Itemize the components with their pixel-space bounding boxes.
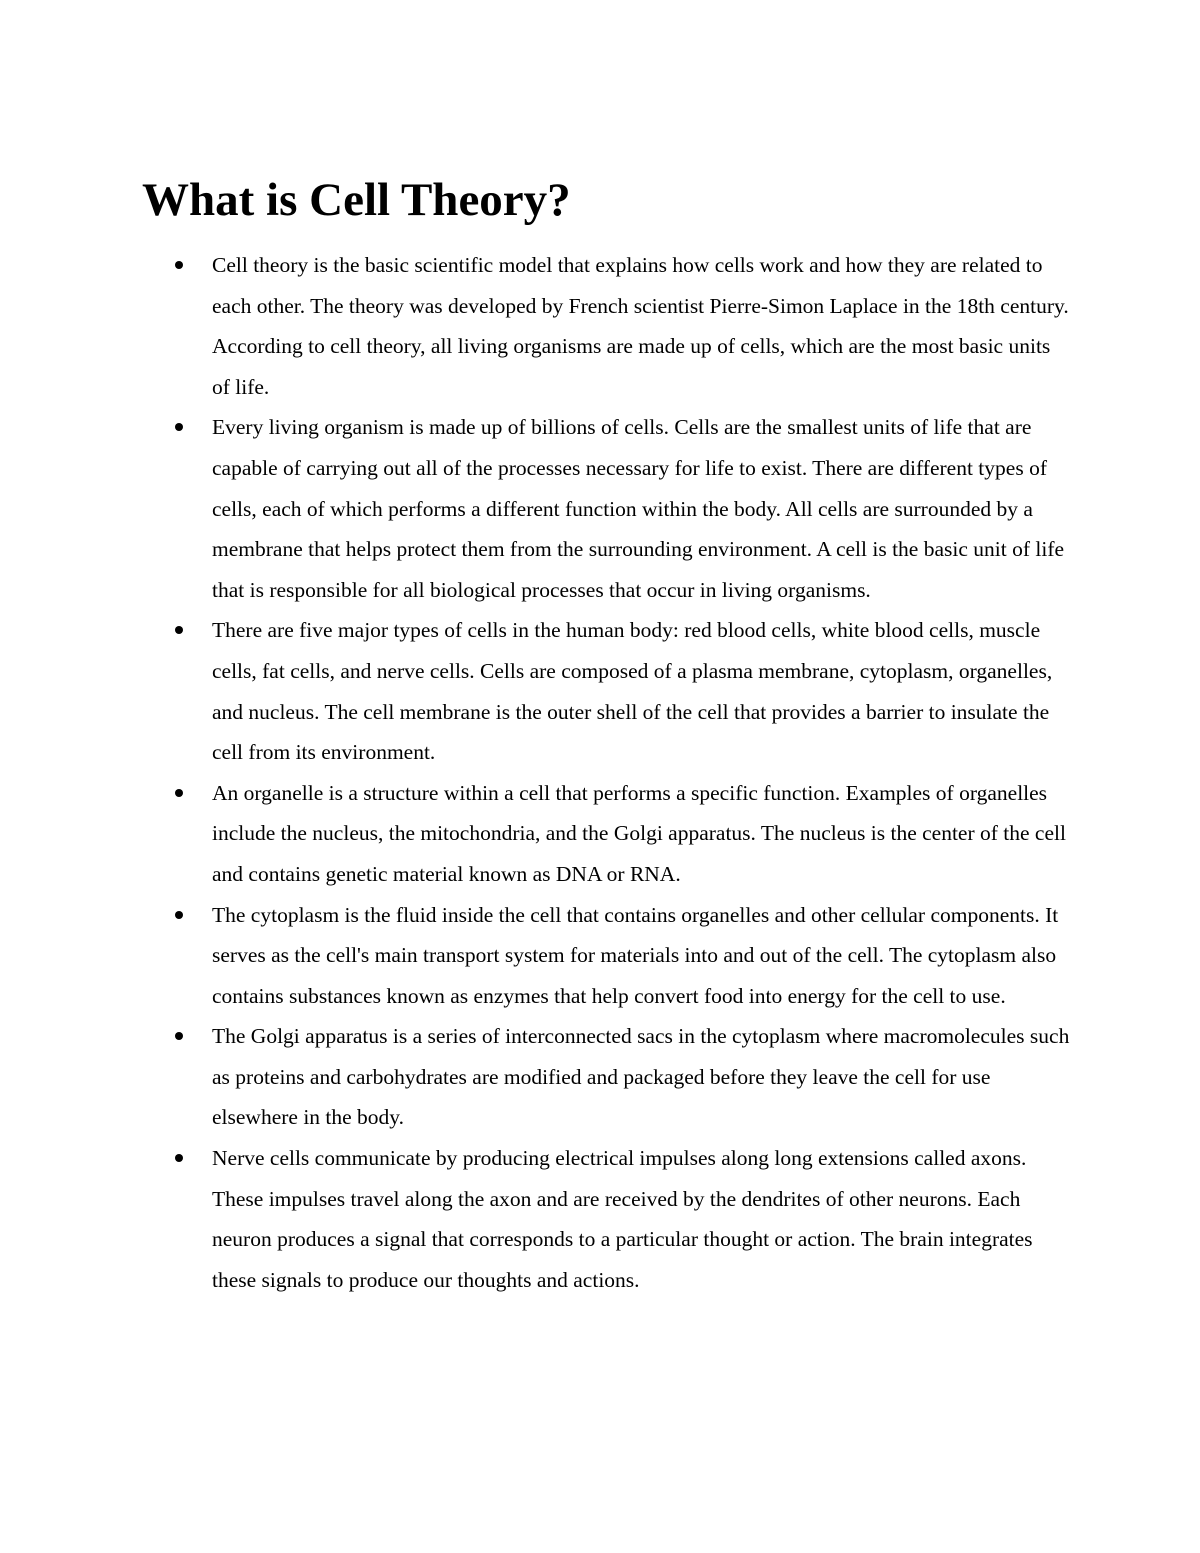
- list-item-text: The cytoplasm is the fluid inside the cell that contains organelles and other cellular components. It serves as the cell's main transport system for materials into and out of the cell. The cytoplasm also contains substances known as enzymes that help convert food into energy for the cell to use.: [212, 902, 1059, 1008]
- list-item-text: An organelle is a structure within a cell that performs a specific function. Examples of organelles include the nucleus, the mitochondria, and the Golgi apparatus. The nucleus is the center of the cell and contains genetic material known as DNA or RNA.: [212, 780, 1066, 886]
- list-item-text: Cell theory is the basic scientific model that explains how cells work and how they are related to each other. The theory was developed by French scientist Pierre-Simon Laplace in the 18th century. According to cell theory, all living organisms are made up of cells, which are the most basic units of life.: [212, 253, 1069, 399]
- list-item: [0, 1016, 1072, 1138]
- list-item: [0, 407, 1072, 610]
- list-item-text: The Golgi apparatus is a series of interconnected sacs in the cytoplasm where macromolecules such as proteins and carbohydrates are modified and packaged before they leave the cell for use elsewhere in the body.: [212, 1024, 1070, 1130]
- bullet-icon: [175, 1154, 183, 1162]
- list-item-text: Nerve cells communicate by producing electrical impulses along long extensions called axons. These impulses travel along the axon and are received by the dendrites of other neurons. Each neuron produces a signal that corresponds to a particular thought or action. The brain integrates these signals to produce our thoughts and actions.: [212, 1146, 1033, 1292]
- bullet-icon: [175, 626, 183, 634]
- bullet-icon: [175, 789, 183, 797]
- bullet-icon: [175, 423, 183, 431]
- bullet-icon: [175, 261, 183, 269]
- list-item-text: Every living organism is made up of billions of cells. Cells are the smallest units of life that are capable of carrying out all of the processes necessary for life to exist. There are different types of cells, each of which performs a different function within the body. All cells are surrounded by a membrane that helps protect them from the surrounding environment. A cell is the basic unit of life that is responsible for all biological processes that occur in living organisms.: [212, 415, 1065, 602]
- bullet-icon: [175, 911, 183, 919]
- list-item-text: There are five major types of cells in the human body: red blood cells, white blood cells, muscle cells, fat cells, and nerve cells. Cells are composed of a plasma membrane, cytoplasm, organelles, and nucleus. The cell membrane is the outer shell of the cell that provides a barrier to insulate the cell from its environment.: [212, 618, 1053, 765]
- list-item: [0, 610, 1072, 772]
- list-item: [0, 245, 1072, 407]
- bullet-icon: [175, 1032, 183, 1040]
- list-item: [0, 1138, 1072, 1300]
- list-item: [0, 895, 1072, 1017]
- list-item: [0, 773, 1072, 895]
- bullet-list: [0, 245, 1200, 1300]
- page-title: What is Cell Theory?: [142, 174, 571, 226]
